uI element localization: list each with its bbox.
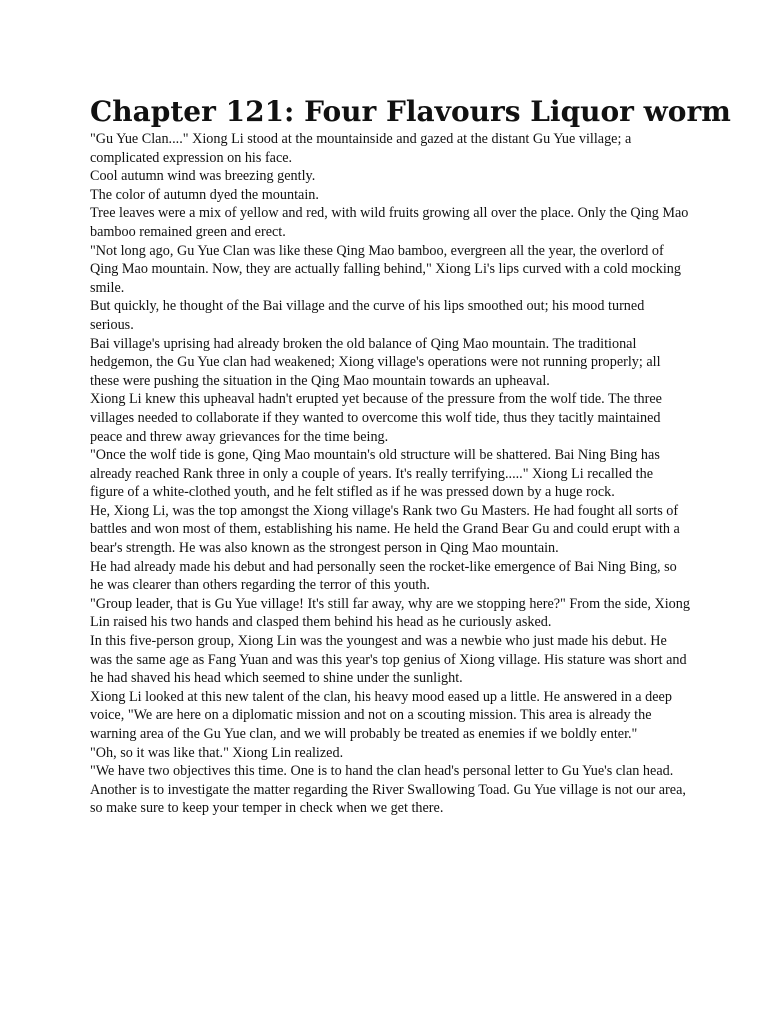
paragraph: Cool autumn wind was breezing gently. xyxy=(90,168,316,185)
document-page xyxy=(90,94,731,818)
paragraph: The color of autumn dyed the mountain. xyxy=(90,186,319,203)
paragraph: "Oh, so it was like that." Xiong Lin realized. xyxy=(90,744,344,761)
paragraph: "Group leader, that is Gu Yue village! It's still far away, why are we stopping here?" From the side, Xiong Lin raised his two hands and clasped them behind his head as he curiously asked. xyxy=(90,595,690,631)
paragraph: Bai village's uprising had already broken the old balance of Qing Mao mountain. The traditional hedgemon, the Gu Yue clan had weakened; Xiong village's operations were not running properly; all these were pushing the situation in the Qing Mao mountain towards an upheaval. xyxy=(90,335,661,389)
paragraph: But quickly, he thought of the Bai village and the curve of his lips smoothed out; his mood turned serious. xyxy=(90,298,645,333)
paragraph: He had already made his debut and had personally seen the rocket-like emergence of Bai Ning Bing, so he was clearer than others regarding the terror of this youth. xyxy=(90,558,677,594)
paragraph: Tree leaves were a mix of yellow and red, with wild fruits growing all over the place. Only the Qing Mao bamboo remained green and erect. xyxy=(90,205,689,240)
chapter-body xyxy=(90,130,690,818)
paragraph: Xiong Li knew this upheaval hadn't erupted yet because of the pressure from the wolf tide. The three villages needed to collaborate if they wanted to overcome this wolf tide, thus they tacitly maintained peace and threw away grievances for the time being. xyxy=(90,391,662,445)
paragraph: "Not long ago, Gu Yue Clan was like these Qing Mao bamboo, evergreen all the year, the overlord of Qing Mao mountain. Now, they are actually falling behind," Xiong Li's lips curved with a cold mocking smile. xyxy=(90,242,681,296)
paragraph: "We have two objectives this time. One is to hand the clan head's personal letter to Gu Yue's clan head. Another is to investigate the matter regarding the River Swallowing Toad. Gu Yue village is not our area, so make sure to keep your temper in check when we get there. xyxy=(90,763,686,817)
chapter-title: Chapter 121: Four Flavours Liquor worm xyxy=(90,95,731,128)
paragraph: Xiong Li looked at this new talent of the clan, his heavy mood eased up a little. He answered in a deep voice, "We are here on a diplomatic mission and not on a scouting mission. This area is already the warning area of the Gu Yue clan, and we will probably be treated as enemies if we boldly enter." xyxy=(90,688,672,742)
paragraph: He, Xiong Li, was the top amongst the Xiong village's Rank two Gu Masters. He had fought all sorts of battles and won most of them, establishing his name. He held the Grand Bear Gu and could erupt with a bear's strength. He was also known as the strongest person in Qing Mao mountain. xyxy=(90,502,680,557)
paragraph: In this five-person group, Xiong Lin was the youngest and was a newbie who just made his debut. He was the same age as Fang Yuan and was this year's top genius of Xiong village. His stature was short and he had shaved his head which seemed to shine under the sunlight. xyxy=(90,633,687,687)
paragraph: "Once the wolf tide is gone, Qing Mao mountain's old structure will be shattered. Bai Ning Bing has already reached Rank three in only a couple of years. It's really terrifying....." Xiong Li recalled the figure of a white-clothed youth, and he felt stifled as if he was pressed down by a huge rock. xyxy=(90,447,660,501)
paragraph: "Gu Yue Clan...." Xiong Li stood at the mountainside and gazed at the distant Gu Yue village; a complicated expression on his face. xyxy=(90,131,632,166)
